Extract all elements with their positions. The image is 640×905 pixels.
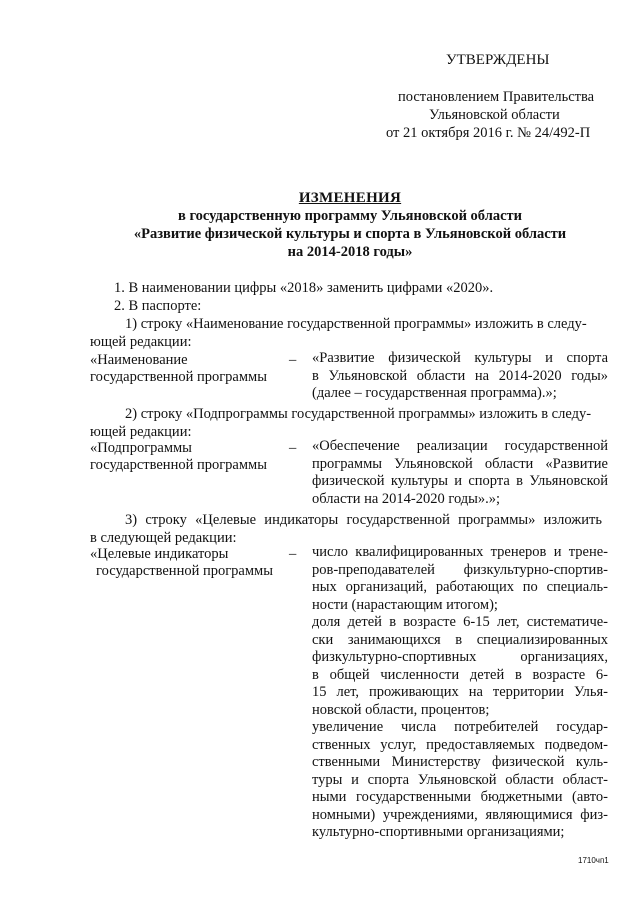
row-name-left-2: государственной программы (90, 369, 267, 385)
item-2-2-cont: ющей редакции: (90, 424, 192, 440)
row-ind-left-2: государственной программы (96, 563, 273, 579)
row-ind-right-line: увеличение числа потребителей государ- (312, 719, 608, 735)
row-sub-right (312, 438, 608, 508)
approval-title: УТВЕРЖДЕНЫ (446, 52, 550, 68)
row-sub-right-line: физической культуры и спорта в Ульяновской (312, 473, 608, 489)
heading-line-3: на 2014-2018 годы» (287, 244, 413, 260)
row-ind-right-line: ственными Министерству физической куль- (312, 754, 608, 770)
row-ind-right-line: ных организаций, работающих по специаль- (312, 579, 608, 595)
item-1: 1. В наименовании цифры «2018» заменить цифрами «2020». (114, 280, 494, 296)
row-ind-right-line: ственных услуг, предоставляемых подведом- (312, 736, 608, 753)
row-sub-right-line: «Обеспечение реализации государственной (312, 438, 608, 454)
row-ind-right-line: ски занимающихся в специализированных (312, 631, 608, 648)
item-2-1-start: 1) строку «Наименование государственной программы» изложить в следу- (125, 316, 587, 332)
item-2-2-start: 2) строку «Подпрограммы государственной программы» изложить в следу- (125, 406, 592, 422)
approval-line-2: Ульяновской области (429, 107, 560, 123)
item-2-3-cont: в следующей редакции: (90, 530, 237, 546)
approval-line-3: от 21 октября 2016 г. № 24/492-П (386, 125, 591, 141)
row-ind-right-line: в общей численности детей в возрасте 6- (312, 666, 608, 683)
row-ind-right-line: ности (нарастающим итогом); (312, 596, 498, 613)
row-sub-left-2: государственной программы (90, 457, 267, 473)
row-ind-dash: – (289, 546, 297, 562)
row-ind-right-line: новской области, процентов; (312, 701, 490, 718)
document-heading: ИЗМЕНЕНИЯ (298, 190, 402, 206)
row-ind-right-line: доля детей в возрасте 6-15 лет, систематиче- (312, 614, 608, 630)
row-name-dash: – (289, 352, 297, 368)
row-sub-right-line: области на 2014-2020 годы».»; (312, 490, 501, 507)
row-name-right-line: в Ульяновской области на 2014-2020 годы» (312, 367, 608, 384)
footer-code: 1710чп1 (578, 856, 609, 865)
row-ind-right-line: ров-преподавателей физкультурно-спортив- (312, 561, 608, 578)
row-ind-right-line: число квалифицированных тренеров и трене- (312, 544, 608, 560)
row-name-right (312, 350, 608, 403)
row-ind-right-line: 15 лет, проживающих на территории Улья- (312, 684, 608, 700)
row-ind-left-1: «Целевые индикаторы (90, 546, 229, 562)
row-ind-right-line: номными) учреждениями, являющимися физ- (312, 806, 608, 823)
item-2-1-cont: ющей редакции: (90, 334, 192, 350)
row-sub-dash: – (289, 440, 297, 456)
heading-line-2: «Развитие физической культуры и спорта в Ульяновской области (133, 226, 567, 242)
row-ind-right-line: физкультурно-спортивных организациях, (312, 649, 608, 665)
row-name-right-line: «Развитие физической культуры и спорта (312, 350, 608, 366)
heading-line-1: в государственную программу Ульяновской области (177, 208, 522, 224)
row-ind-right-line: туры и спорта Ульяновской области област- (312, 771, 608, 788)
row-name-right-line: (далее – государственная программа).»; (312, 385, 557, 401)
row-sub-right-line: программы Ульяновской области «Развитие (312, 455, 608, 472)
row-ind-right-line: ными государственными бюджетными (авто- (312, 789, 608, 805)
row-name-left-1: «Наименование (90, 352, 188, 368)
item-2-3-start: 3) строку «Целевые индикаторы государственной программы» изложить (125, 512, 602, 528)
approval-line-1: постановлением Правительства (398, 89, 595, 105)
row-sub-left-1: «Подпрограммы (90, 440, 192, 456)
row-ind-right-line: культурно-спортивными организациями; (312, 824, 565, 840)
item-2: 2. В паспорте: (114, 298, 202, 314)
row-ind-right (312, 544, 608, 842)
